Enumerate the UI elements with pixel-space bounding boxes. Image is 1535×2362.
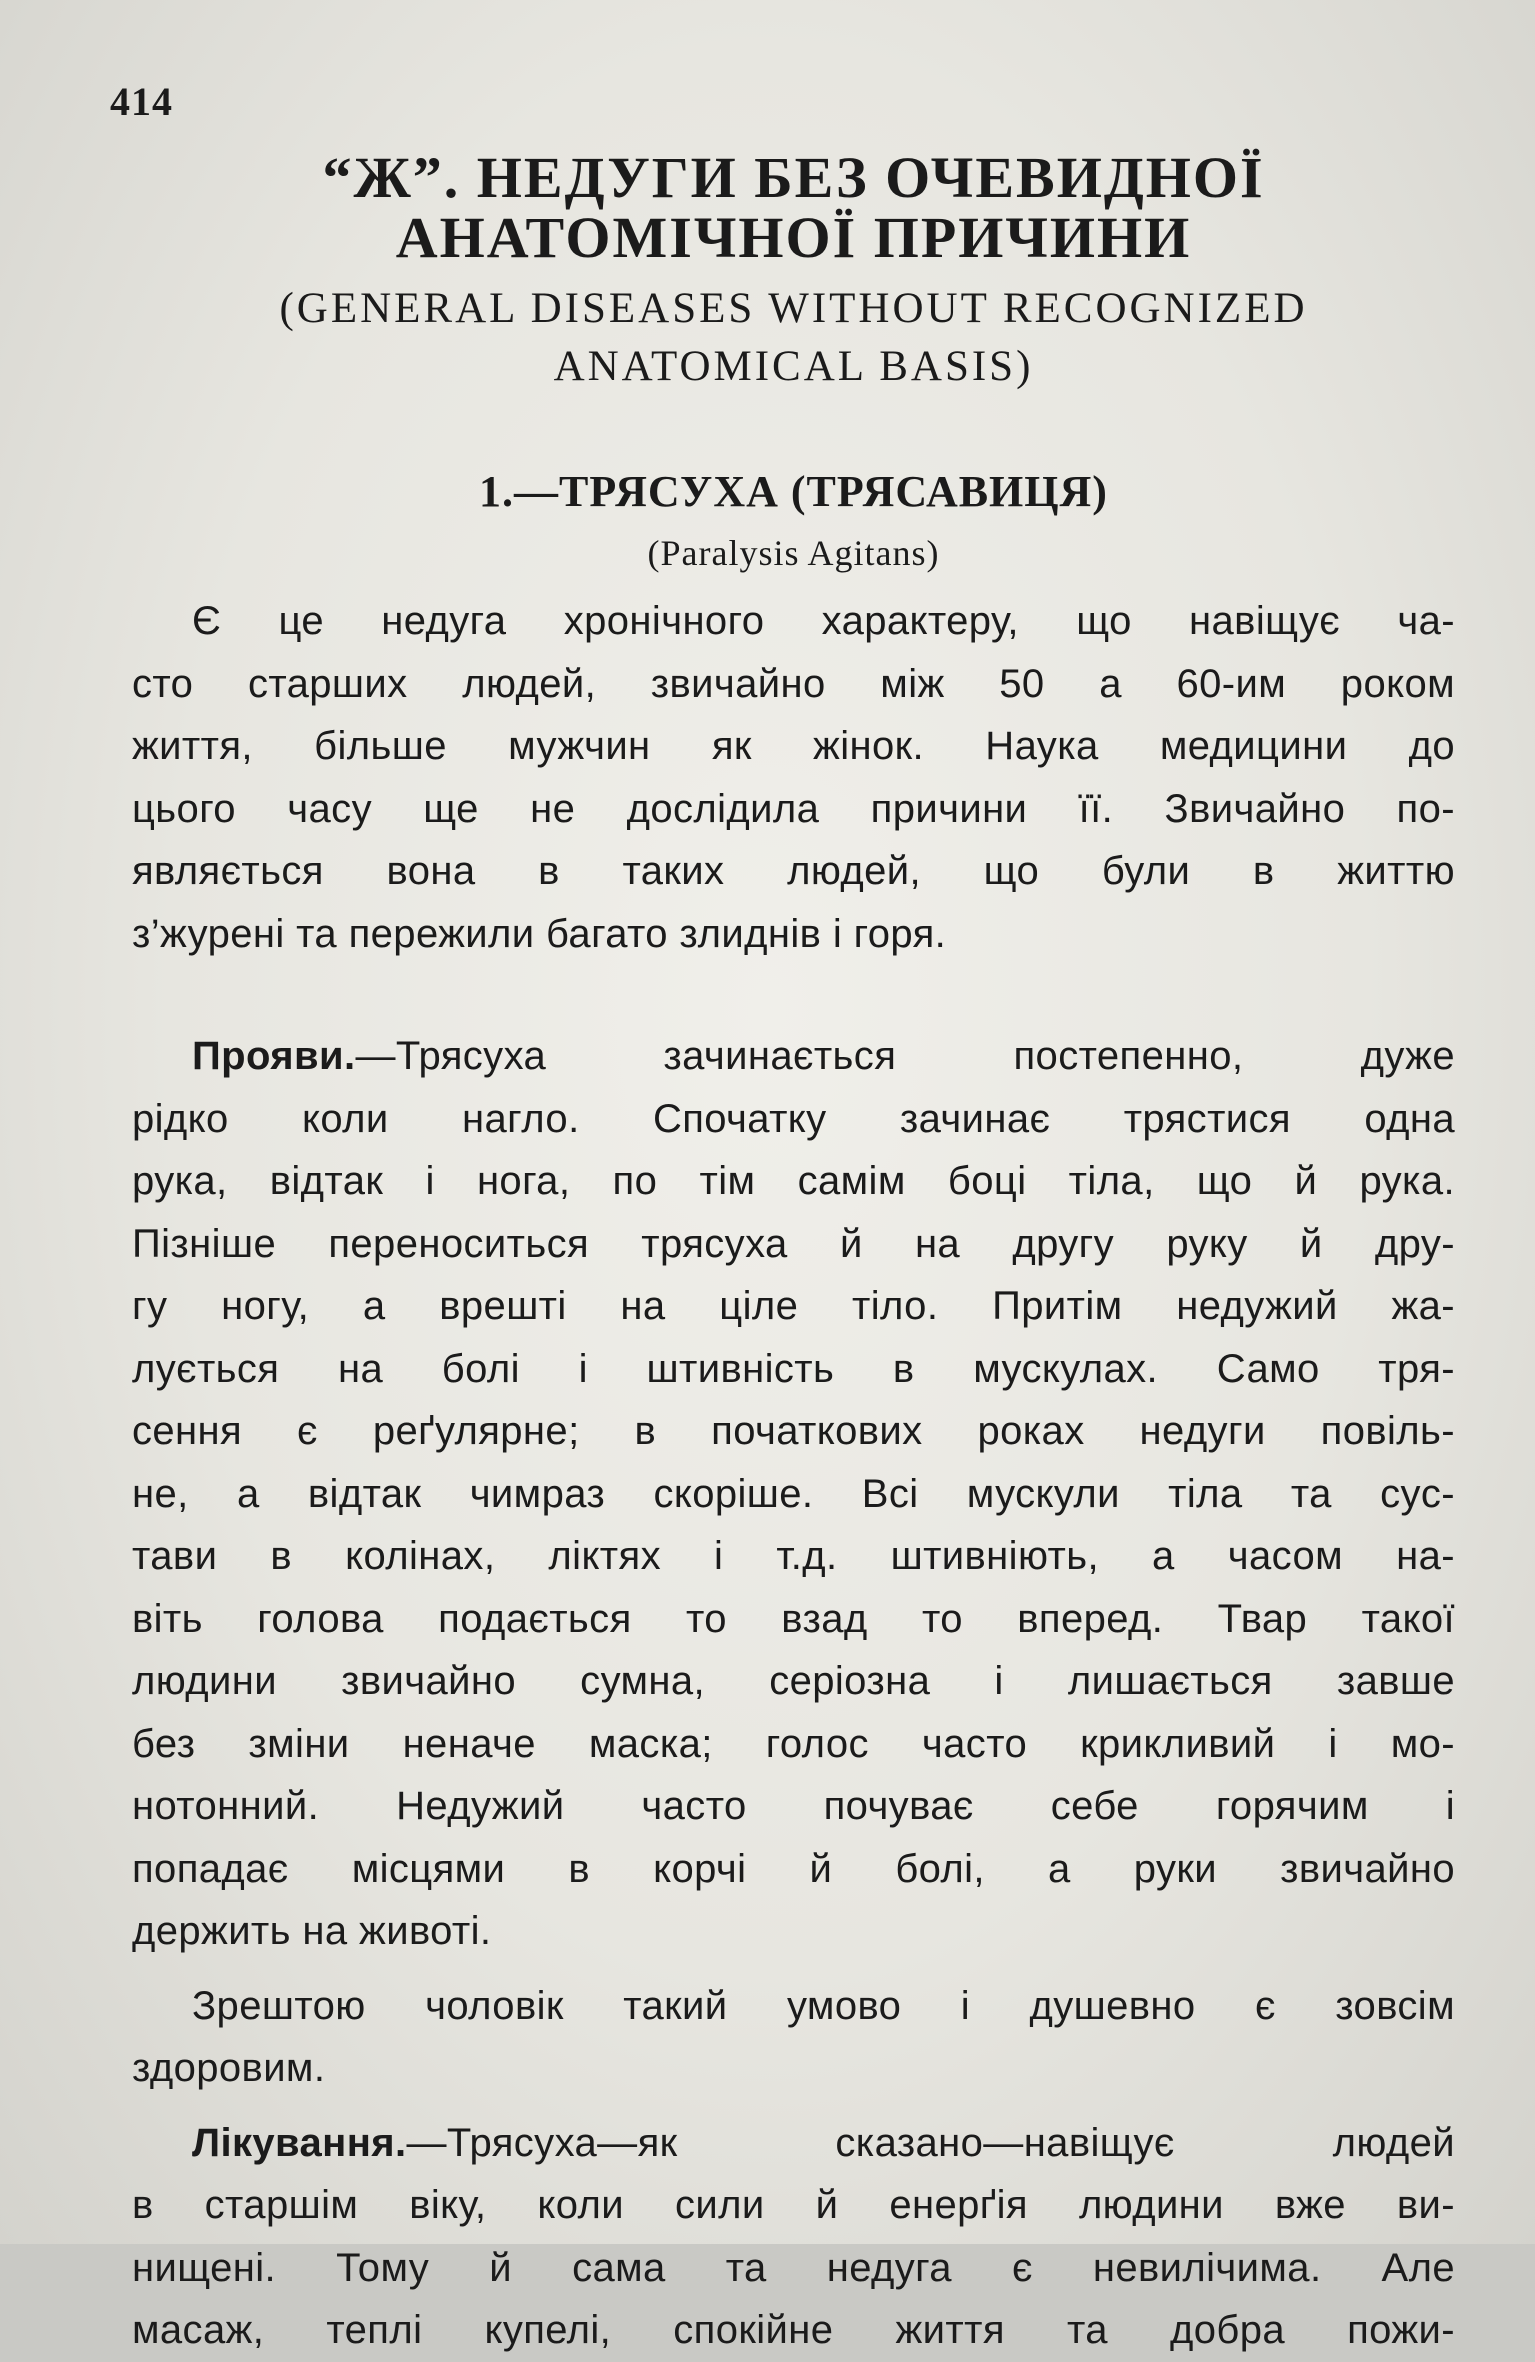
page-number: 414	[110, 79, 173, 124]
symptoms-line: рука, відтак і нога, по тім самім боці тіла, що й рука.	[132, 1159, 1455, 1203]
symptoms-line: не, а відтак чимраз скоріше. Всі мускули тіла та суc-	[132, 1471, 1455, 1516]
chapter-subtitle-english	[132, 280, 1455, 396]
subtitle-en-line1: (GENERAL DISEASES WITHOUT RECOGNIZED	[279, 285, 1308, 332]
symptoms-line: попадає місцями в корчі й болі, а руки звичайно	[132, 1846, 1455, 1891]
intro-line: життя, більше мужчин як жінок. Наука медицини до	[132, 724, 1455, 768]
intro-line: являється вона в таких людей, що були в життю	[132, 849, 1455, 893]
chapter-title-line2: АНАТОМІЧНОЇ ПРИЧИНИ	[395, 205, 1192, 270]
latin-disease-name: (Paralysis Agitans)	[647, 533, 940, 573]
intro-line: Є це недуга хронічного характеру, що навіщує ча-	[192, 599, 1455, 643]
symptoms-line: рідко коли нагло. Спочатку зачинає трястися одна	[132, 1096, 1455, 1141]
symptoms-first-line	[132, 1025, 1455, 1088]
treatment-heading: Лікування.	[192, 2120, 407, 2165]
intro-line: цього часу ще не дослідила причини її. Звичайно по-	[132, 786, 1455, 831]
symptoms-heading: Прояви.	[192, 1034, 356, 1078]
mind-line: здоровим.	[132, 2046, 326, 2090]
symptoms-line: нотонний. Недужий часто почуває себе горячим і	[132, 1784, 1455, 1828]
chapter-title-line1: “Ж”. НЕДУГИ БЕЗ ОЧЕВИДНОЇ	[322, 145, 1265, 210]
intro-line: сто старших людей, звичайно між 50 а 60-им роком	[132, 661, 1455, 706]
symptoms-line: віть голова подається то взад то вперед. Твар такої	[132, 1596, 1455, 1641]
symptoms-line: Пізніше переноситься трясуха й на другу руку й дру-	[132, 1221, 1455, 1266]
symptoms-line: держить на животі.	[132, 1909, 492, 1953]
chapter-title	[132, 145, 1455, 270]
treatment-paragraph	[132, 2112, 1455, 2362]
treatment-line: в старшім віку, коли сили й енерґія людини вже ви-	[132, 2183, 1455, 2227]
mind-line: Зрештою чоловік такий умово і душевно є зовсім	[192, 1983, 1455, 2028]
symptoms-paragraph	[132, 1025, 1455, 1963]
symptoms-line: гу ногу, а врешті на ціле тіло. Притім недужий жа-	[132, 1284, 1455, 1328]
intro-paragraph	[132, 590, 1455, 965]
treatment-line: масаж, теплі купелі, спокійне життя та добра пожи-	[132, 2308, 1455, 2352]
symptoms-line: без зміни неначе маска; голос часто крикливий і мо-	[132, 1721, 1455, 1766]
mind-paragraph	[132, 1975, 1455, 2100]
symptoms-first-text: —Трясуха зачинається постепенно, дуже	[355, 1034, 1455, 1078]
symptoms-line: людини звичайно сумна, серіозна і лишається завше	[132, 1659, 1455, 1703]
symptoms-line: сення є реґулярне; в початкових роках недуги повіль-	[132, 1409, 1455, 1453]
symptoms-line: лується на болі і штивність в мускулах. Само тря-	[132, 1346, 1455, 1391]
treatment-first-line	[132, 2112, 1455, 2175]
subtitle-en-line2: ANATOMICAL BASIS)	[553, 343, 1034, 390]
treatment-line: нищені. Тому й сама та недуга є невилічима. Але	[132, 2245, 1455, 2290]
symptoms-line: тави в колінах, ліктях і т.д. штивніють, а часом на-	[132, 1534, 1455, 1578]
treatment-first-text: —Трясуха—як сказано—навіщує людей	[406, 2120, 1455, 2165]
section-title: 1.—ТРЯСУХА (ТРЯСАВИЦЯ)	[479, 467, 1108, 516]
intro-line: з’журені та пережили багато злиднів і горя.	[132, 911, 947, 956]
